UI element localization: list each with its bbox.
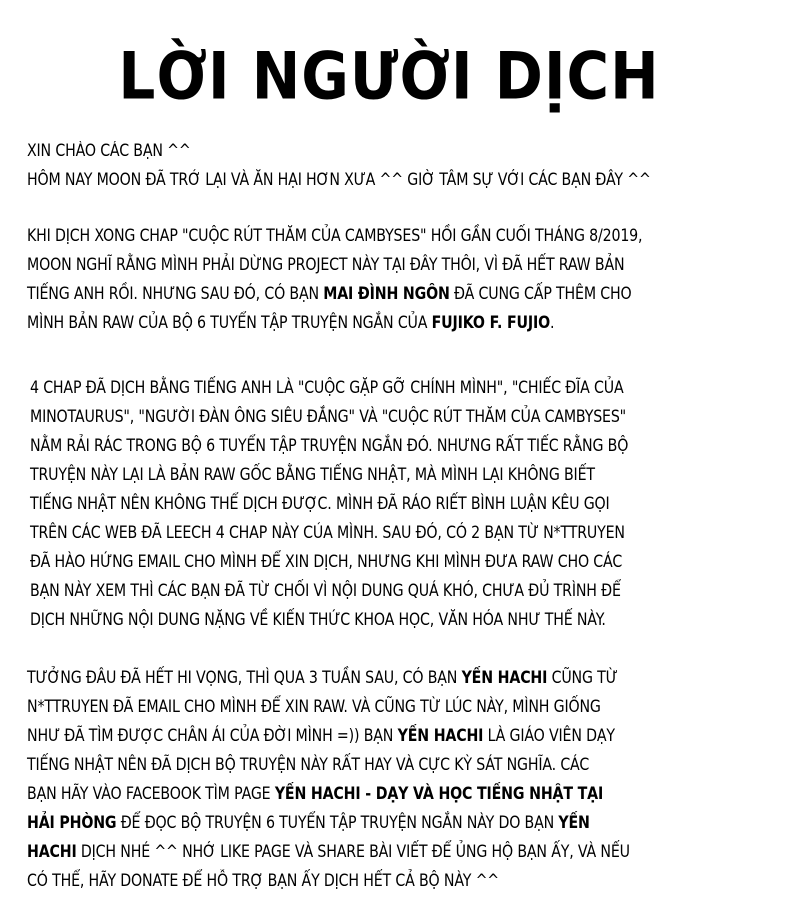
text-line — [27, 808, 706, 837]
text-segment: TIẾNG NHẬT NÊN ĐÃ DỊCH BỘ TRUYỆN NÀY RẤT HAY VÀ CỰC KỲ SÁT NGHĨA. CÁC — [27, 755, 590, 774]
text-segment: DỊCH NHỮNG NỘI DUNG NẶNG VỀ KIẾN THỨC KHOA HỌC, VĂN HÓA NHƯ THẾ NÀY. — [30, 610, 606, 629]
text-line — [27, 136, 706, 165]
text-segment: LÀ GIÁO VIÊN DẠY — [483, 726, 615, 745]
page-title: LỜI NGƯỜI DỊCH — [118, 38, 660, 115]
highlighted-name: FUJIKO F. FUJIO — [431, 313, 550, 332]
text-line — [27, 250, 706, 279]
highlighted-name: HẢI PHÒNG — [27, 813, 117, 832]
text-line — [30, 373, 709, 402]
text-line — [30, 518, 709, 547]
intro-paragraph — [27, 221, 808, 337]
text-segment: HÔM NAY MOON ĐÃ TRỞ LẠI VÀ ĂN HẠI HƠN XƯA ^^ GIỜ TÂM SỰ VỚI CÁC BẠN ĐÂY ^^ — [27, 170, 651, 189]
text-segment: TƯỞNG ĐÂU ĐÃ HẾT HI VỌNG, THÌ QUA 3 TUẦN SAU, CÓ BẠN — [27, 668, 462, 687]
text-segment: XIN CHÀO CÁC BẠN ^^ — [27, 141, 191, 160]
credits-paragraph — [27, 663, 808, 895]
text-line — [30, 576, 709, 605]
text-segment: BẠN NÀY XEM THÌ CÁC BẠN ĐÃ TỪ CHỐI VÌ NỘI DUNG QUÁ KHÓ, CHƯA ĐỦ TRÌNH ĐỂ — [30, 581, 621, 600]
highlighted-name: HACHI — [27, 842, 77, 861]
text-line — [30, 489, 709, 518]
text-line — [30, 460, 709, 489]
text-line — [27, 279, 706, 308]
text-segment: TIẾNG ANH RỒI. NHƯNG SAU ĐÓ, CÓ BẠN — [27, 284, 324, 303]
text-segment: TRUYỆN NÀY LẠI LÀ BẢN RAW GỐC BẰNG TIẾNG NHẬT, MÀ MÌNH LẠI KHÔNG BIẾT — [30, 465, 595, 484]
chapters-paragraph — [30, 373, 808, 634]
text-segment: . — [549, 313, 555, 332]
text-segment: CŨNG TỪ — [547, 668, 618, 687]
text-line — [27, 721, 706, 750]
text-segment: ĐÃ HÀO HỨNG EMAIL CHO MÌNH ĐỂ XIN DỊCH, NHƯNG KHI MÌNH ĐƯA RAW CHO CÁC — [30, 552, 623, 571]
text-segment: MÌNH BẢN RAW CỦA BỘ 6 TUYỂN TẬP TRUYỆN NGẮN CỦA — [27, 313, 432, 332]
text-segment: KHI DỊCH XONG CHAP "CUỘC RÚT THĂM CỦA CAMBYSES" HỒI GẦN CUỐI THÁNG 8/2019, — [27, 226, 643, 245]
text-line — [27, 837, 706, 866]
text-segment: TRÊN CÁC WEB ĐÃ LEECH 4 CHAP NÀY CỦA MÌNH. SAU ĐÓ, CÓ 2 BẠN TỪ N*TTRUYEN — [30, 523, 625, 542]
highlighted-name: MAI ĐÌNH NGÔN — [323, 284, 450, 303]
text-segment: ĐỂ ĐỌC BỘ TRUYỆN 6 TUYỂN TẬP TRUYỆN NGẮN NÀY DO BẠN — [116, 813, 559, 832]
text-segment: 4 CHAP ĐÃ DỊCH BẰNG TIẾNG ANH LÀ "CUỘC GẶP GỠ CHÍNH MÌNH", "CHIẾC ĐĨA CỦA — [30, 378, 624, 397]
text-line — [27, 750, 706, 779]
highlighted-name: YẾN HACHI — [397, 726, 484, 745]
text-segment: MINOTAURUS", "NGƯỜI ĐÀN ÔNG SIÊU ĐẲNG" VÀ "CUỘC RÚT THĂM CỦA CAMBYSES" — [30, 407, 627, 426]
text-line — [30, 547, 709, 576]
text-line — [30, 431, 709, 460]
text-segment: TIẾNG NHẬT NÊN KHÔNG THỂ DỊCH ĐƯỢC. MÌNH ĐÃ RÁO RIẾT BÌNH LUẬN KÊU GỌI — [30, 494, 610, 513]
text-line — [30, 605, 709, 634]
text-line — [27, 221, 706, 250]
text-line — [27, 663, 706, 692]
text-segment: CÓ THỂ, HÃY DONATE ĐỂ HỖ TRỢ BẠN ẤY DỊCH HẾT CẢ BỘ NÀY ^^ — [27, 871, 500, 890]
text-line — [27, 779, 706, 808]
highlighted-name: YẾN — [558, 813, 590, 832]
highlighted-name: YẾN HACHI — [461, 668, 548, 687]
text-line — [27, 866, 706, 895]
text-segment: NHƯ ĐÃ TÌM ĐƯỢC CHÂN ÁI CỦA ĐỜI MÌNH =)) BẠN — [27, 726, 398, 745]
text-segment: N*TTRUYEN ĐÃ EMAIL CHO MÌNH ĐỂ XIN RAW. VÀ CŨNG TỪ LÚC NÀY, MÌNH GIỐNG — [27, 697, 601, 716]
text-line — [27, 308, 706, 337]
text-segment: NẰM RẢI RÁC TRONG BỘ 6 TUYỂN TẬP TRUYỆN NGẮN ĐÓ. NHƯNG RẤT TIẾC RẰNG BỘ — [30, 436, 629, 455]
text-segment: MOON NGHĨ RẰNG MÌNH PHẢI DỪNG PROJECT NÀY TẠI ĐÂY THÔI, VÌ ĐÃ HẾT RAW BẢN — [27, 255, 625, 274]
text-segment: DỊCH NHÉ ^^ NHỚ LIKE PAGE VÀ SHARE BÀI VIẾT ĐỂ ỦNG HỘ BẠN ẤY, VÀ NẾU — [76, 842, 630, 861]
greeting-paragraph — [27, 136, 808, 194]
text-line — [27, 165, 706, 194]
text-segment: ĐÃ CUNG CẤP THÊM CHO — [449, 284, 632, 303]
highlighted-name: YẾN HACHI - DẠY VÀ HỌC TIẾNG NHẬT TẠI — [274, 784, 604, 803]
text-line — [27, 692, 706, 721]
text-segment: BẠN HÃY VÀO FACEBOOK TÌM PAGE — [27, 784, 275, 803]
text-line — [30, 402, 709, 431]
